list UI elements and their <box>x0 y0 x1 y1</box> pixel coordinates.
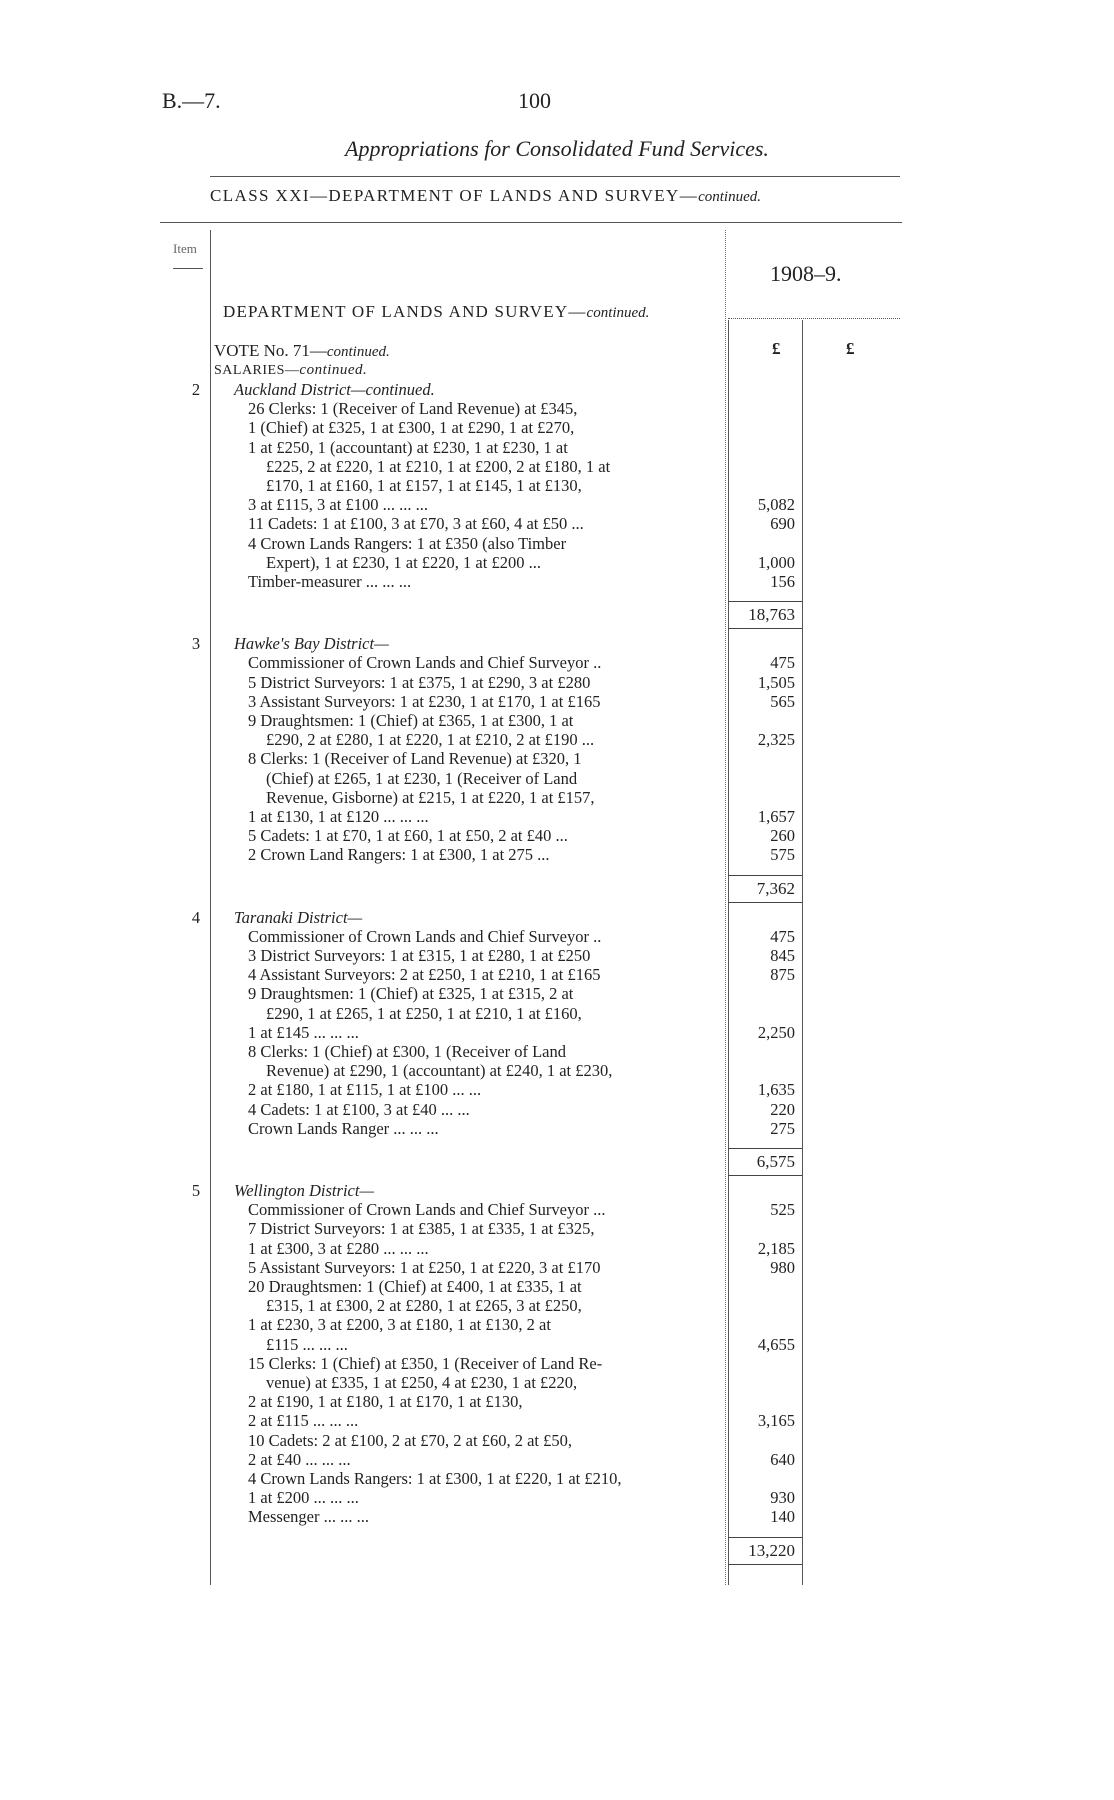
year-heading: 1908–9. <box>770 261 842 286</box>
document-reference: B.—7. <box>162 88 221 113</box>
line-item-amount: 5,082 <box>757 495 795 515</box>
line-item-text: (Chief) at £265, 1 at £230, 1 (Receiver of Land <box>266 768 578 788</box>
salaries-heading <box>214 362 367 379</box>
item-column-header: Item <box>173 241 197 256</box>
line-item-text: 3 District Surveyors: 1 at £315, 1 at £280, 1 at £250 <box>248 946 591 965</box>
line-item-amount: 845 <box>770 946 795 965</box>
table-row <box>0 769 1114 788</box>
table-row <box>0 1373 1114 1392</box>
line-item-amount: 980 <box>770 1257 795 1277</box>
table-row <box>0 730 1114 749</box>
line-item-text: Commissioner of Crown Lands and Chief Surveyor ... <box>248 1200 606 1220</box>
table-row <box>0 1335 1114 1354</box>
line-item-text: 4 Assistant Surveyors: 2 at £250, 1 at £210, 1 at £165 <box>248 965 601 985</box>
district-name: Auckland District—continued. <box>234 380 435 399</box>
table-row <box>0 495 1114 514</box>
line-item-text: 5 Cadets: 1 at £70, 1 at £60, 1 at £50, 2 at £40 ... <box>248 826 568 846</box>
table-row <box>0 1315 1114 1334</box>
line-item-text: 1 (Chief) at £325, 1 at £300, 1 at £290, 1 at £270, <box>248 418 575 438</box>
line-item-text: 4 Cadets: 1 at £100, 3 at £40 ... ... <box>248 1099 470 1119</box>
table-row <box>0 1200 1114 1219</box>
line-item-text: Revenue) at £290, 1 (accountant) at £240, 1 at £230, <box>266 1061 613 1081</box>
table-row <box>0 1507 1114 1526</box>
line-item-text: 2 at £190, 1 at £180, 1 at £170, 1 at £130, <box>248 1392 523 1412</box>
table-row <box>0 965 1114 984</box>
line-item-text: venue) at £335, 1 at £250, 4 at £230, 1 at £220, <box>266 1373 578 1392</box>
line-item-text: 2 Crown Land Rangers: 1 at £300, 1 at 275 ... <box>248 845 550 865</box>
line-item-text: 1 at £130, 1 at £120 ... ... ... <box>248 807 429 826</box>
table-row <box>0 1042 1114 1061</box>
line-item-text: 10 Cadets: 2 at £100, 2 at £70, 2 at £60, 2 at £50, <box>248 1430 572 1450</box>
line-item-text: Timber-measurer ... ... ... <box>248 572 412 591</box>
line-item-amount: 1,635 <box>757 1080 795 1100</box>
line-item-amount: 140 <box>770 1507 795 1527</box>
line-item-text: 9 Draughtsmen: 1 (Chief) at £325, 1 at £315, 2 at <box>248 984 574 1004</box>
line-item-text: 3 Assistant Surveyors: 1 at £230, 1 at £170, 1 at £165 <box>248 691 601 711</box>
pound-symbol-total: £ <box>846 339 855 358</box>
subtotal-rule <box>728 628 802 629</box>
subtotal-rule <box>728 1537 802 1538</box>
table-row <box>0 1488 1114 1507</box>
table-row <box>0 788 1114 807</box>
table-row <box>0 1023 1114 1042</box>
table-row <box>0 457 1114 476</box>
district-heading-row <box>0 1181 1114 1200</box>
line-item-text: Commissioner of Crown Lands and Chief Surveyor .. <box>248 653 602 673</box>
line-item-text: 5 Assistant Surveyors: 1 at £250, 1 at £220, 3 at £170 <box>248 1257 601 1277</box>
line-item-amount: 2,185 <box>757 1238 795 1258</box>
table-row <box>0 826 1114 845</box>
line-item-amount: 575 <box>770 845 795 865</box>
table-row <box>0 1061 1114 1080</box>
table-row <box>0 1239 1114 1258</box>
line-item-text: £225, 2 at £220, 1 at £210, 1 at £200, 2 at £180, 1 at <box>266 456 611 476</box>
item-number: 5 <box>191 1181 201 1200</box>
table-row <box>0 1431 1114 1450</box>
line-item-amount: 275 <box>770 1118 795 1138</box>
table-row <box>0 1296 1114 1315</box>
table-row <box>0 946 1114 965</box>
line-item-text: 1 at £300, 3 at £280 ... ... ... <box>248 1238 429 1258</box>
district-heading-row <box>0 908 1114 927</box>
page-title: Appropriations for Consolidated Fund Services. <box>345 136 769 161</box>
line-item-text: 8 Clerks: 1 (Chief) at £300, 1 (Receiver of Land <box>248 1042 566 1061</box>
table-row <box>0 1469 1114 1488</box>
district-total: 18,763 <box>748 605 795 625</box>
table-row <box>0 984 1114 1003</box>
line-item-text: £290, 1 at £265, 1 at £250, 1 at £210, 1 at £160, <box>266 1003 582 1023</box>
line-item-text: 26 Clerks: 1 (Receiver of Land Revenue) at £345, <box>248 399 578 419</box>
salaries-continued: continued. <box>299 362 368 378</box>
line-item-amount: 525 <box>770 1200 795 1220</box>
item-number: 2 <box>191 380 201 399</box>
class-heading-text: CLASS XXI—DEPARTMENT OF LANDS AND SURVEY— <box>210 186 699 205</box>
table-row <box>0 534 1114 553</box>
pound-symbol-amount: £ <box>772 339 781 358</box>
line-item-text: 4 Crown Lands Rangers: 1 at £350 (also Timber <box>248 533 567 553</box>
line-item-text: £290, 2 at £280, 1 at £220, 1 at £210, 2 at £190 ... <box>266 730 595 750</box>
district-total: 7,362 <box>756 878 795 898</box>
table-row <box>0 673 1114 692</box>
class-rule <box>160 222 902 223</box>
subtotal-rule <box>728 875 802 876</box>
line-item-text: Revenue, Gisborne) at £215, 1 at £220, 1 at £157, <box>266 787 595 807</box>
line-item-amount: 1,000 <box>757 552 795 572</box>
table-row <box>0 1080 1114 1099</box>
line-item-text: 2 at £40 ... ... ... <box>248 1449 351 1469</box>
line-item-text: 3 at £115, 3 at £100 ... ... ... <box>248 495 428 515</box>
line-item-amount: 875 <box>770 965 795 985</box>
line-item-amount: 475 <box>770 653 795 673</box>
line-item-text: 7 District Surveyors: 1 at £385, 1 at £335, 1 at £325, <box>248 1219 595 1239</box>
table-row <box>0 711 1114 730</box>
table-row <box>0 553 1114 572</box>
top-rule <box>210 176 900 177</box>
line-item-text: 1 at £250, 1 (accountant) at £230, 1 at £230, 1 at <box>248 437 568 457</box>
table-row <box>0 1119 1114 1138</box>
line-item-text: 11 Cadets: 1 at £100, 3 at £70, 3 at £60, 4 at £50 ... <box>248 514 584 534</box>
vote-text: VOTE No. 71— <box>214 341 327 360</box>
table-row <box>0 807 1114 826</box>
line-item-text: 2 at £180, 1 at £115, 1 at £100 ... ... <box>248 1080 482 1100</box>
line-item-text: 20 Draughtsmen: 1 (Chief) at £400, 1 at £335, 1 at <box>248 1277 582 1296</box>
table-row <box>0 1219 1114 1238</box>
line-item-amount: 565 <box>770 691 795 711</box>
line-item-text: 15 Clerks: 1 (Chief) at £350, 1 (Receiver of Land Re- <box>248 1353 603 1373</box>
table-row <box>0 514 1114 533</box>
line-item-amount: 930 <box>770 1488 795 1508</box>
department-heading-continued: continued. <box>586 305 650 321</box>
table-row <box>0 845 1114 864</box>
item-number: 3 <box>191 634 201 654</box>
table-row <box>0 749 1114 768</box>
district-total: 6,575 <box>756 1152 795 1171</box>
table-row <box>0 1354 1114 1373</box>
line-item-amount: 475 <box>770 926 795 946</box>
page-number: 100 <box>518 88 551 113</box>
district-name: Taranaki District— <box>234 907 363 927</box>
salaries-text: SALARIES— <box>214 363 300 378</box>
vote-continued: continued. <box>326 344 390 360</box>
line-item-amount: 220 <box>770 1099 795 1119</box>
line-item-text: Commissioner of Crown Lands and Chief Surveyor .. <box>248 926 602 946</box>
line-item-text: Expert), 1 at £230, 1 at £220, 1 at £200 ... <box>266 552 541 572</box>
class-heading <box>210 186 761 206</box>
table-row <box>0 692 1114 711</box>
line-item-text: £170, 1 at £160, 1 at £157, 1 at £145, 1 at £130, <box>266 476 582 495</box>
line-item-text: 2 at £115 ... ... ... <box>248 1411 359 1431</box>
table-row <box>0 1004 1114 1023</box>
department-heading-text: DEPARTMENT OF LANDS AND SURVEY— <box>223 302 587 321</box>
subtotal-rule <box>728 601 802 602</box>
line-item-amount: 3,165 <box>757 1411 795 1431</box>
table-row <box>0 1450 1114 1469</box>
line-item-amount: 4,655 <box>757 1334 795 1354</box>
table-row <box>0 653 1114 672</box>
subtotal-rule <box>728 1148 802 1149</box>
table-row <box>0 1411 1114 1430</box>
line-item-amount: 1,657 <box>757 807 795 826</box>
table-row <box>0 399 1114 418</box>
table-row <box>0 1100 1114 1119</box>
table-row <box>0 572 1114 591</box>
line-item-text: £315, 1 at £300, 2 at £280, 1 at £265, 3 at £250, <box>266 1296 582 1316</box>
line-item-text: 9 Draughtsmen: 1 (Chief) at £365, 1 at £300, 1 at <box>248 711 574 730</box>
line-item-text: 8 Clerks: 1 (Receiver of Land Revenue) at £320, 1 <box>248 749 582 769</box>
table-row <box>0 438 1114 457</box>
line-item-amount: 2,250 <box>757 1022 795 1042</box>
line-item-text: 1 at £230, 3 at £200, 3 at £180, 1 at £130, 2 at <box>248 1315 551 1335</box>
district-total: 13,220 <box>748 1540 795 1560</box>
line-item-text: £115 ... ... ... <box>266 1334 348 1354</box>
table-row <box>0 418 1114 437</box>
table-row <box>0 476 1114 495</box>
year-rule <box>728 318 900 319</box>
item-number: 4 <box>191 907 201 927</box>
line-item-text: Crown Lands Ranger ... ... ... <box>248 1118 439 1138</box>
subtotal-rule <box>728 1564 802 1565</box>
vote-heading <box>214 341 390 361</box>
line-item-text: Messenger ... ... ... <box>248 1507 369 1527</box>
line-item-amount: 260 <box>770 826 795 846</box>
table-row <box>0 1392 1114 1411</box>
subtotal-rule <box>728 1175 802 1176</box>
district-heading-row <box>0 634 1114 653</box>
line-item-amount: 156 <box>770 572 795 591</box>
line-item-amount: 2,325 <box>757 730 795 750</box>
district-name: Wellington District— <box>234 1181 375 1200</box>
table-row <box>0 1277 1114 1296</box>
line-item-text: 1 at £200 ... ... ... <box>248 1488 359 1508</box>
class-heading-continued: continued. <box>698 189 762 205</box>
line-item-amount: 1,505 <box>757 672 795 692</box>
district-name: Hawke's Bay District— <box>234 634 389 654</box>
item-header-rule <box>173 268 203 269</box>
line-item-text: 4 Crown Lands Rangers: 1 at £300, 1 at £220, 1 at £210, <box>248 1469 622 1488</box>
subtotal-rule <box>728 902 802 903</box>
district-heading-row <box>0 380 1114 399</box>
line-item-amount: 640 <box>770 1449 795 1469</box>
line-item-amount: 690 <box>770 514 795 534</box>
table-row <box>0 927 1114 946</box>
line-item-text: 1 at £145 ... ... ... <box>248 1022 359 1042</box>
table-row <box>0 1258 1114 1277</box>
department-heading <box>223 302 649 322</box>
line-item-text: 5 District Surveyors: 1 at £375, 1 at £290, 3 at £280 <box>248 672 591 692</box>
